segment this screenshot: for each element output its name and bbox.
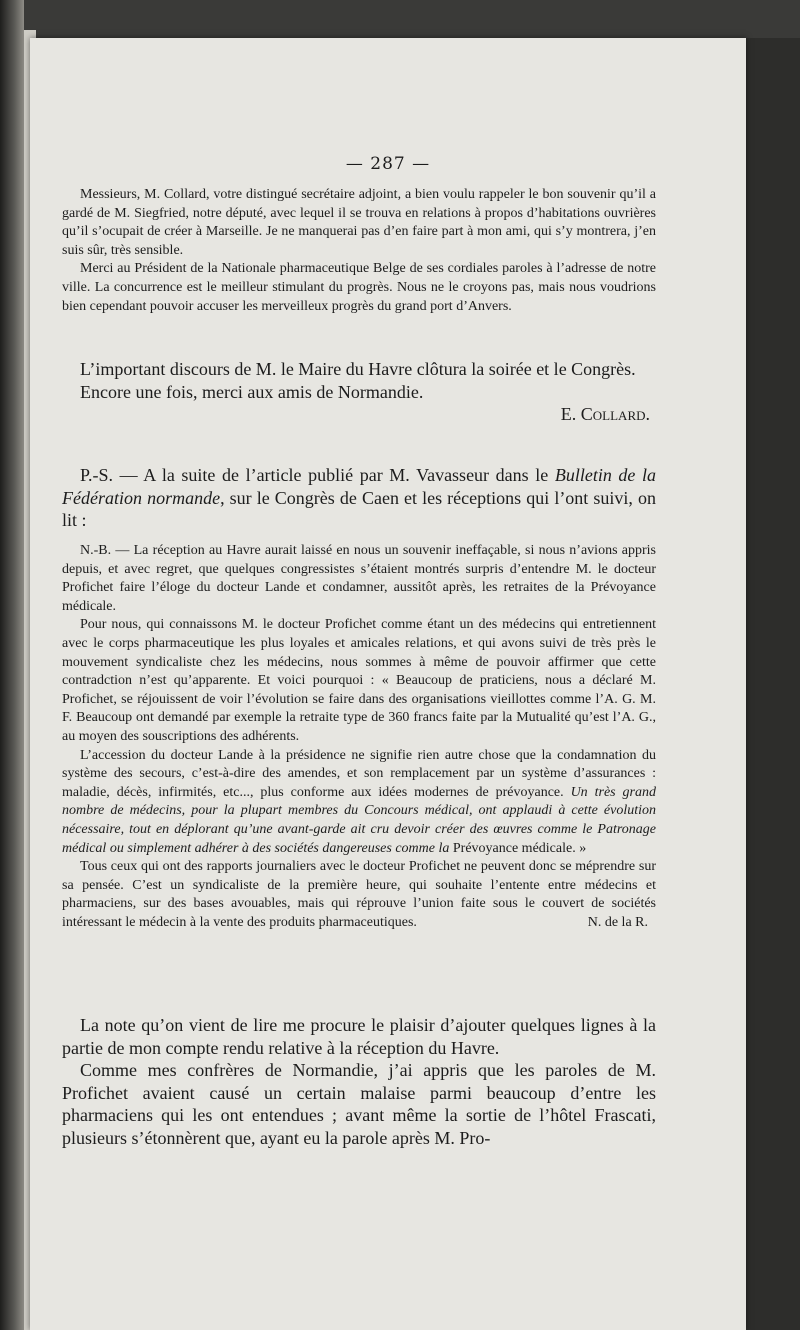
postscript	[62, 464, 656, 532]
journal-title: Bulletin de la Fédération normande	[62, 465, 656, 508]
page-number: — 287 —	[345, 154, 431, 174]
paragraph: Comme mes confrères de Normandie, j’ai appris que les paroles de M. Profichet avaient causé un certain malaise parmi beaucoup d’entre les pharmaciens qui les ont entendues ; avant même la sortie de l’hôtel Frascati, plusieurs s’étonnèrent que, ayant eu la parole après M. Pro-	[62, 1060, 656, 1148]
paragraph: Encore une fois, merci aux amis de Normandie.	[80, 381, 424, 402]
nb-quote	[62, 542, 656, 932]
ps-paragraph: P.-S. — A la suite de l’article publié par M. Vavasseur dans le Bulletin de la Fédération normande, sur le Congrès de Caen et les réceptions qui l’ont suivi, on lit :	[62, 465, 656, 530]
paragraph: N.-B. — La réception au Havre aurait laissé en nous un souvenir ineffaçable, si nous n’avions appris depuis, et avec regret, que quelques congressistes s’étaient montrés surpris d’entendre M. le docteur Profichet faire l’éloge du docteur Lande et condamner, aussitôt après, les retraites de la Prévoyance médicale.	[62, 543, 656, 614]
paragraph: Pour nous, qui connaissons M. le docteur Profichet comme étant un des médecins qui entretiennent avec le corps pharmaceutique les plus loyales et amicales relations, et qui avons suivi de très près le mouvement syndicaliste chez les médecins, nous sommes à même de pouvoir affirmer que cette contradction n’est qu’apparente. Et voici pourquoi : « Beaucoup de praticiens, nous a déclaré M. Profichet, se réjouissent de voir l’évolution se faire dans des organisations vieillottes comme l’A. G. M. F. Beaucoup ont demandé par exemple la retraite type de 360 francs faite par la Mutualité qu’est l’A. G., au moyen des souscriptions des adhérents.	[62, 617, 656, 744]
letter-excerpt	[62, 186, 656, 316]
background-right	[746, 38, 800, 1330]
paragraph: La note qu’on vient de lire me procure le plaisir d’ajouter quelques lignes à la partie de mon compte rendu relative à la réception du Havre.	[62, 1015, 656, 1058]
book-page	[30, 38, 746, 1330]
closing-section	[62, 358, 656, 426]
paragraph: Merci au Président de la Nationale pharmaceutique Belge de ses cordiales paroles à l’adresse de notre ville. La concurrence est le meilleur stimulant du progrès. Nous ne le croyons pas, mais nous voudrions bien cependant pouvoir accuser les merveilleux progrès du grand port d’Anvers.	[62, 261, 656, 314]
book-binding	[0, 0, 24, 1330]
paragraph: L’accession du docteur Lande à la présidence ne signifie rien autre chose que la condamnation du système des secours, c’est-à-dire des amendes, et son remplacement par un système d’assurances : maladie, décès, infirmités, etc..., plus conforme aux idées modernes de prévoyance. Un très grand nombre de médecins, pour la plupart membres du Concours médical, ont applaudi à cette évolution nécessaire, tout en déplorant qu’une avant-garde ait cru devoir créer des œuvres comme le Patronage médical ou simplement adhérer à des sociétés dangereuses comme la Prévoyance médicale. »	[62, 747, 656, 856]
paragraph: Tous ceux qui ont des rapports journaliers avec le docteur Profichet ne peuvent donc se méprendre sur sa pensée. C’est un syndicaliste de la première heure, qui souhaite l’entente entre médecins et pharmaciens, sur des bases avouables, mais qui réprouve l’union faite sous le couvert de sociétés intéressant le médecin à la vente des produits pharmaceutiques. N. de la R.	[62, 858, 656, 932]
final-section	[62, 1014, 656, 1149]
signature: E. Collard.	[560, 404, 650, 424]
signature: N. de la R.	[587, 914, 648, 930]
paragraph: L’important discours de M. le Maire du Havre clôtura la soirée et le Congrès.	[80, 359, 636, 379]
paragraph: Messieurs, M. Collard, votre distingué secrétaire adjoint, a bien voulu rappeler le bon souvenir qu’il a gardé de M. Siegfried, notre député, avec lequel il se trouva en relations à propos d’habitations ouvrières qu’il s’ocupait de créer à Marseille. Je ne manquerai pas d’en faire part à mon ami, qui s’y montrera, j’en suis sûr, très sensible.	[62, 187, 656, 258]
